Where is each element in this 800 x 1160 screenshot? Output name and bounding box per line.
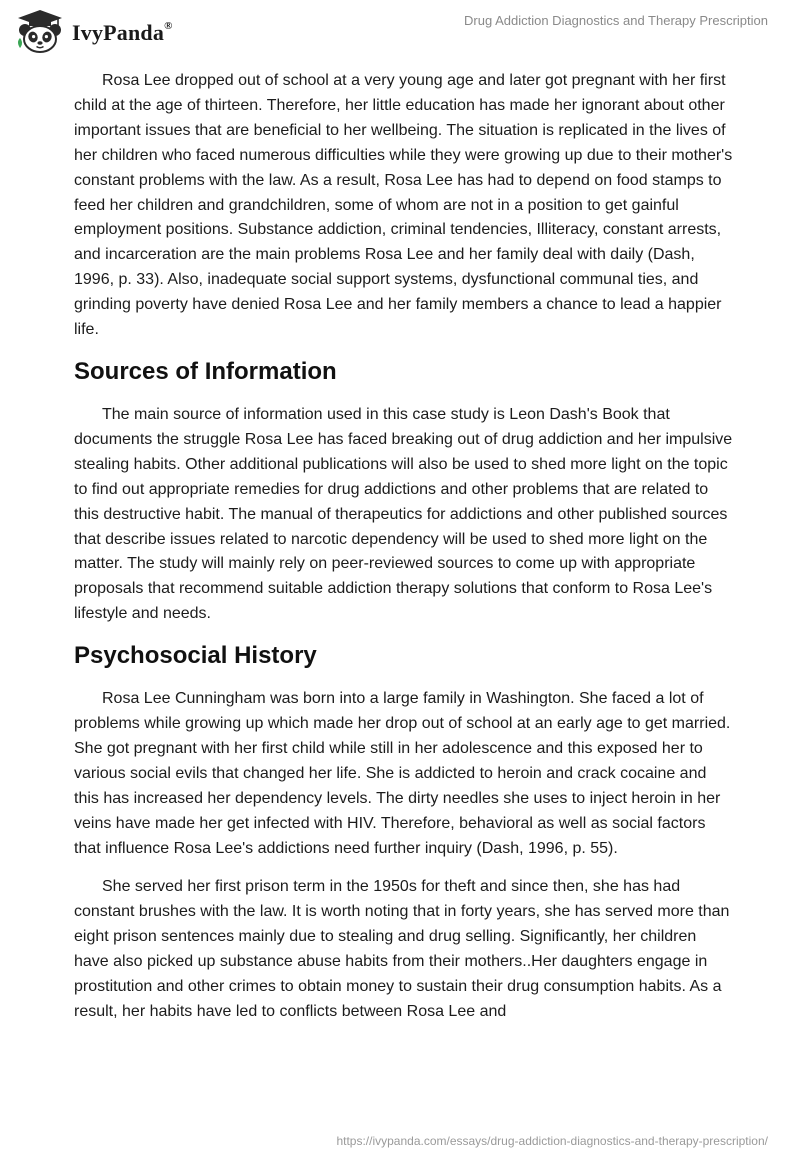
document-title: Drug Addiction Diagnostics and Therapy Prescription [464,13,768,28]
intro-paragraph: Rosa Lee dropped out of school at a very young age and later got pregnant with her first child at the age of thirteen. Therefore, her little education has made her ignorant about other important issues that are beneficial to her wellbeing. The situation is replicated in the lives of her children who faced numerous difficulties while they were growing up due to their mother's constant problems with the law. As a result, Rosa Lee has had to depend on food stamps to feed her children and grandchildren, some of whom are not in a position to get gainful employment positions. Substance addiction, criminal tendencies, Illiteracy, constant arrests, and incarceration are the main problems Rosa Lee and her family deal with daily (Dash, 1996, p. 33). Also, inadequate social support systems, dysfunctional communal ties, and grinding poverty have denied Rosa Lee and her family members a chance to lead a happier life. [74,72,733,339]
ivypanda-logo[interactable] [14,8,173,54]
psychosocial-heading: Psychosocial History [74,642,317,670]
essay-content [74,69,734,1039]
panda-graduation-cap-icon [14,8,66,54]
page-header [0,0,800,60]
sources-paragraph: The main source of information used in this case study is Leon Dash's Book that documents the struggle Rosa Lee has faced breaking out of drug addiction and her impulsive stealing habits. Other additional publications will also be used to shed more light on the topic to find out appropriate remedies for drug addictions and other problems that are related to this destructive habit. The manual of therapeutics for addictions and other published sources that describe issues related to narcotic dependency will be used to shed more light on the matter. The study will mainly rely on peer-reviewed sources to come up with appropriate proposals that recommend suitable addiction therapy solutions that conform to Rosa Lee's lifestyle and needs. [74,405,733,623]
brand-name: IvyPanda® [72,19,173,45]
psychosocial-paragraph-1: Rosa Lee Cunningham was born into a large family in Washington. She faced a lot of problems while growing up which made her drop out of school at an early age to get married. She got pregnant with her first child while still in her adolescence and this exposed her to various social evils that changed her life. She is addicted to heroin and crack cocaine and this has increased her dependency levels. The dirty needles she uses to inject heroin in her veins have made her get infected with HIV. Therefore, behavioral as well as social factors that influence Rosa Lee's addictions need further inquiry (Dash, 1996, p. 55). [74,690,731,857]
sources-heading: Sources of Information [74,357,337,385]
footer-url[interactable]: https://ivypanda.com/essays/drug-addiction-diagnostics-and-therapy-prescription/ [336,1134,768,1148]
psychosocial-paragraph-2: She served her first prison term in the 1950s for theft and since then, she has had constant brushes with the law. It is worth noting that in forty years, she has served more than eight prison sentences mainly due to stealing and drug selling. Significantly, her children have also picked up substance abuse habits from their mothers..Her daughters engage in prostitution and other crimes to obtain money to sustain their drug consumption habits. As a result, her habits have led to conflicts between Rosa Lee and [74,878,730,1020]
